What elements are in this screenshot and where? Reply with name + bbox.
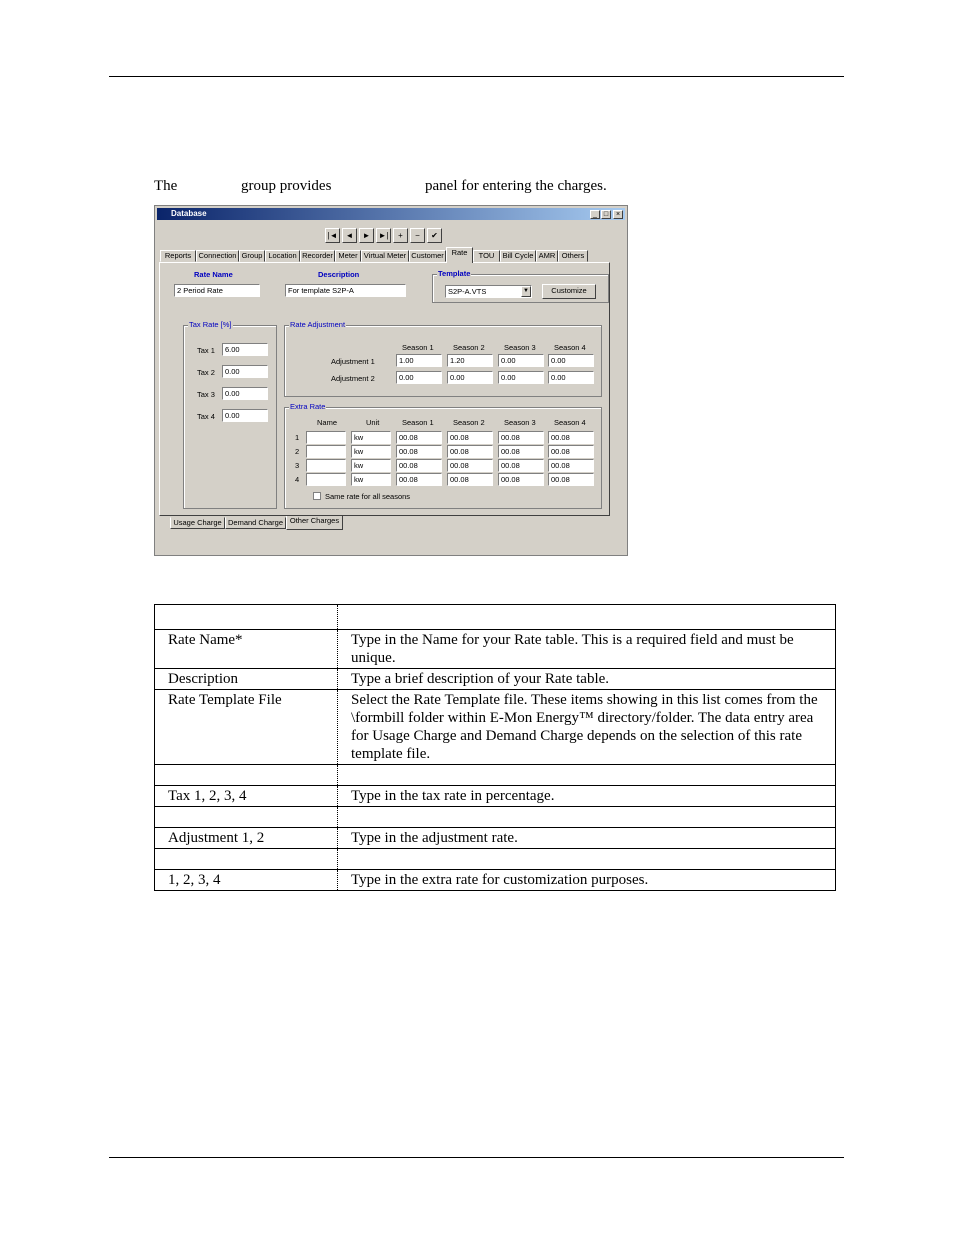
tax-field[interactable]: 0.00 <box>222 409 268 422</box>
tax-field[interactable]: 0.00 <box>222 387 268 400</box>
field-name-cell: Rate Name* <box>155 630 338 669</box>
rate-adjustment-title: Rate Adjustment <box>290 320 346 329</box>
tab-meter[interactable]: Meter <box>335 250 361 262</box>
extra-rate-field[interactable]: 00.08 <box>548 445 594 458</box>
extra-rate-field[interactable]: 00.08 <box>548 473 594 486</box>
template-dropdown-icon[interactable]: ▼ <box>521 286 531 297</box>
tax-label: Tax 1 <box>197 346 215 355</box>
field-description-cell <box>338 765 836 786</box>
tab-tou[interactable]: TOU <box>473 250 500 262</box>
field-description-cell: Select the Rate Template file. These items showing in this list comes from the \formbill folder within E-Mon Energy™ directory/folder. The data entry area for Usage Charge and Demand Charge depends on the selection of this rate template file. <box>338 690 836 765</box>
table-row <box>155 807 836 828</box>
adjustment-field[interactable]: 0.00 <box>396 371 442 384</box>
tab-connection[interactable]: Connection <box>196 250 239 262</box>
field-name-cell: Tax 1, 2, 3, 4 <box>155 786 338 807</box>
field-description-cell: Type in the Name for your Rate table. This is a required field and must be unique. <box>338 630 836 669</box>
extra-rate-field[interactable]: 00.08 <box>396 473 442 486</box>
delete-record-icon[interactable]: − <box>410 228 425 243</box>
tab-virtual-meter[interactable]: Virtual Meter <box>361 250 409 262</box>
extra-rate-field[interactable]: 00.08 <box>498 459 544 472</box>
tab-customer[interactable]: Customer <box>409 250 446 262</box>
table-row <box>155 630 836 669</box>
tab-rate[interactable]: Rate <box>446 247 473 263</box>
table-header-row <box>155 605 836 630</box>
adjustment-field[interactable]: 0.00 <box>498 371 544 384</box>
extra-rate-field[interactable]: 00.08 <box>396 445 442 458</box>
maximize-icon[interactable]: □ <box>601 210 611 219</box>
next-record-icon[interactable]: ► <box>359 228 374 243</box>
adjustment-label: Adjustment 1 <box>331 357 375 366</box>
minimize-icon[interactable]: _ <box>590 210 600 219</box>
table-row <box>155 690 836 765</box>
extra-name-field[interactable] <box>306 445 346 458</box>
prev-record-icon[interactable]: ◄ <box>342 228 357 243</box>
rate-name-label: Rate Name <box>194 270 233 279</box>
extra-unit-field[interactable]: kw <box>351 445 391 458</box>
tab-usage-charge[interactable]: Usage Charge <box>170 517 225 529</box>
save-record-icon[interactable]: ✔ <box>427 228 442 243</box>
same-rate-checkbox[interactable] <box>313 492 321 500</box>
tax-label: Tax 2 <box>197 368 215 377</box>
first-record-icon[interactable]: |◄ <box>325 228 340 243</box>
extra-rate-field[interactable]: 00.08 <box>548 459 594 472</box>
extra-name-field[interactable] <box>306 473 346 486</box>
field-description-cell: Type in the tax rate in percentage. <box>338 786 836 807</box>
adjustment-field[interactable]: 0.00 <box>447 371 493 384</box>
tab-recorder[interactable]: Recorder <box>300 250 335 262</box>
extra-name-header: Name <box>317 418 338 427</box>
field-description-cell: Type a brief description of your Rate table. <box>338 669 836 690</box>
extra-rate-field[interactable]: 00.08 <box>498 445 544 458</box>
table-row <box>155 828 836 849</box>
extra-unit-field[interactable]: kw <box>351 473 391 486</box>
field-description-cell: Type in the adjustment rate. <box>338 828 836 849</box>
table-row <box>155 870 836 891</box>
tab-bill-cycle[interactable]: Bill Cycle <box>500 250 536 262</box>
extra-unit-field[interactable]: kw <box>351 431 391 444</box>
tab-amr[interactable]: AMR <box>536 250 558 262</box>
adjustment-label: Adjustment 2 <box>331 374 375 383</box>
adjustment-field[interactable]: 1.20 <box>447 354 493 367</box>
description-label: Description <box>318 270 360 279</box>
extra-row-number: 3 <box>295 461 300 470</box>
extra-season-header: Season 4 <box>554 418 586 427</box>
title-bar <box>157 208 625 220</box>
add-record-icon[interactable]: + <box>393 228 408 243</box>
tab-group[interactable]: Group <box>239 250 265 262</box>
same-rate-label: Same rate for all seasons <box>325 492 411 501</box>
extra-rate-field[interactable]: 00.08 <box>447 473 493 486</box>
field-name-cell <box>155 849 338 870</box>
field-name-cell <box>155 807 338 828</box>
table-row <box>155 849 836 870</box>
field-description-cell: Type in the extra rate for customization purposes. <box>338 870 836 891</box>
intro-text-2: group provides <box>241 178 332 194</box>
database-window <box>154 205 628 556</box>
adjustment-field[interactable]: 0.00 <box>548 354 594 367</box>
tab-location[interactable]: Location <box>265 250 300 262</box>
table-header-cell <box>338 605 836 630</box>
adjustment-field[interactable]: 0.00 <box>548 371 594 384</box>
field-name-cell: Description <box>155 669 338 690</box>
extra-rate-field[interactable]: 00.08 <box>447 459 493 472</box>
table-row <box>155 765 836 786</box>
last-record-icon[interactable]: ►| <box>376 228 391 243</box>
extra-row-number: 2 <box>295 447 300 456</box>
extra-name-field[interactable] <box>306 431 346 444</box>
extra-row-number: 4 <box>295 475 300 484</box>
tax-label: Tax 4 <box>197 412 215 421</box>
tax-field[interactable]: 6.00 <box>222 343 268 356</box>
adjust-season-header: Season 4 <box>554 343 586 352</box>
extra-rate-field[interactable]: 00.08 <box>447 431 493 444</box>
tab-others[interactable]: Others <box>558 250 588 262</box>
table-row <box>155 669 836 690</box>
extra-rate-field[interactable]: 00.08 <box>498 473 544 486</box>
adjustment-field[interactable]: 1.00 <box>396 354 442 367</box>
close-icon[interactable]: × <box>613 210 623 219</box>
intro-text-3: panel for entering the charges. <box>425 178 607 194</box>
adjust-season-header: Season 3 <box>504 343 536 352</box>
extra-unit-field[interactable]: kw <box>351 459 391 472</box>
extra-rate-field[interactable]: 00.08 <box>548 431 594 444</box>
adjust-season-header: Season 2 <box>453 343 485 352</box>
rate-name-field[interactable]: 2 Period Rate <box>174 284 260 297</box>
table-header-cell <box>155 605 338 630</box>
tax-field[interactable]: 0.00 <box>222 365 268 378</box>
template-label: Template <box>438 269 471 278</box>
rate-panel <box>159 262 610 516</box>
tax-rate-title: Tax Rate [%] <box>189 320 232 329</box>
extra-rate-field[interactable]: 00.08 <box>396 459 442 472</box>
tab-demand-charge[interactable]: Demand Charge <box>225 517 286 529</box>
table-row <box>155 786 836 807</box>
extra-season-header: Season 1 <box>402 418 434 427</box>
description-field[interactable]: For template S2P-A <box>285 284 406 297</box>
field-name-cell: 1, 2, 3, 4 <box>155 870 338 891</box>
header-rule <box>109 76 844 77</box>
field-description-table <box>154 604 836 891</box>
extra-season-header: Season 3 <box>504 418 536 427</box>
tax-label: Tax 3 <box>197 390 215 399</box>
field-name-cell: Adjustment 1, 2 <box>155 828 338 849</box>
intro-text-1: The <box>154 178 178 194</box>
field-name-cell <box>155 765 338 786</box>
field-name-cell: Rate Template File <box>155 690 338 765</box>
field-description-cell <box>338 807 836 828</box>
customize-button[interactable]: Customize <box>542 284 596 299</box>
extra-rate-title: Extra Rate <box>290 402 326 411</box>
extra-rate-field[interactable]: 00.08 <box>396 431 442 444</box>
tab-reports[interactable]: Reports <box>160 250 196 262</box>
extra-season-header: Season 2 <box>453 418 485 427</box>
tab-other-charges[interactable]: Other Charges <box>286 516 343 530</box>
extra-name-field[interactable] <box>306 459 346 472</box>
adjust-season-header: Season 1 <box>402 343 434 352</box>
template-select[interactable]: S2P-A.VTS <box>445 285 532 298</box>
extra-rate-field[interactable]: 00.08 <box>498 431 544 444</box>
field-description-cell <box>338 849 836 870</box>
extra-unit-header: Unit <box>366 418 380 427</box>
extra-rate-field[interactable]: 00.08 <box>447 445 493 458</box>
footer-rule <box>109 1157 844 1158</box>
adjustment-field[interactable]: 0.00 <box>498 354 544 367</box>
extra-row-number: 1 <box>295 433 300 442</box>
window-title: Database <box>171 209 207 218</box>
